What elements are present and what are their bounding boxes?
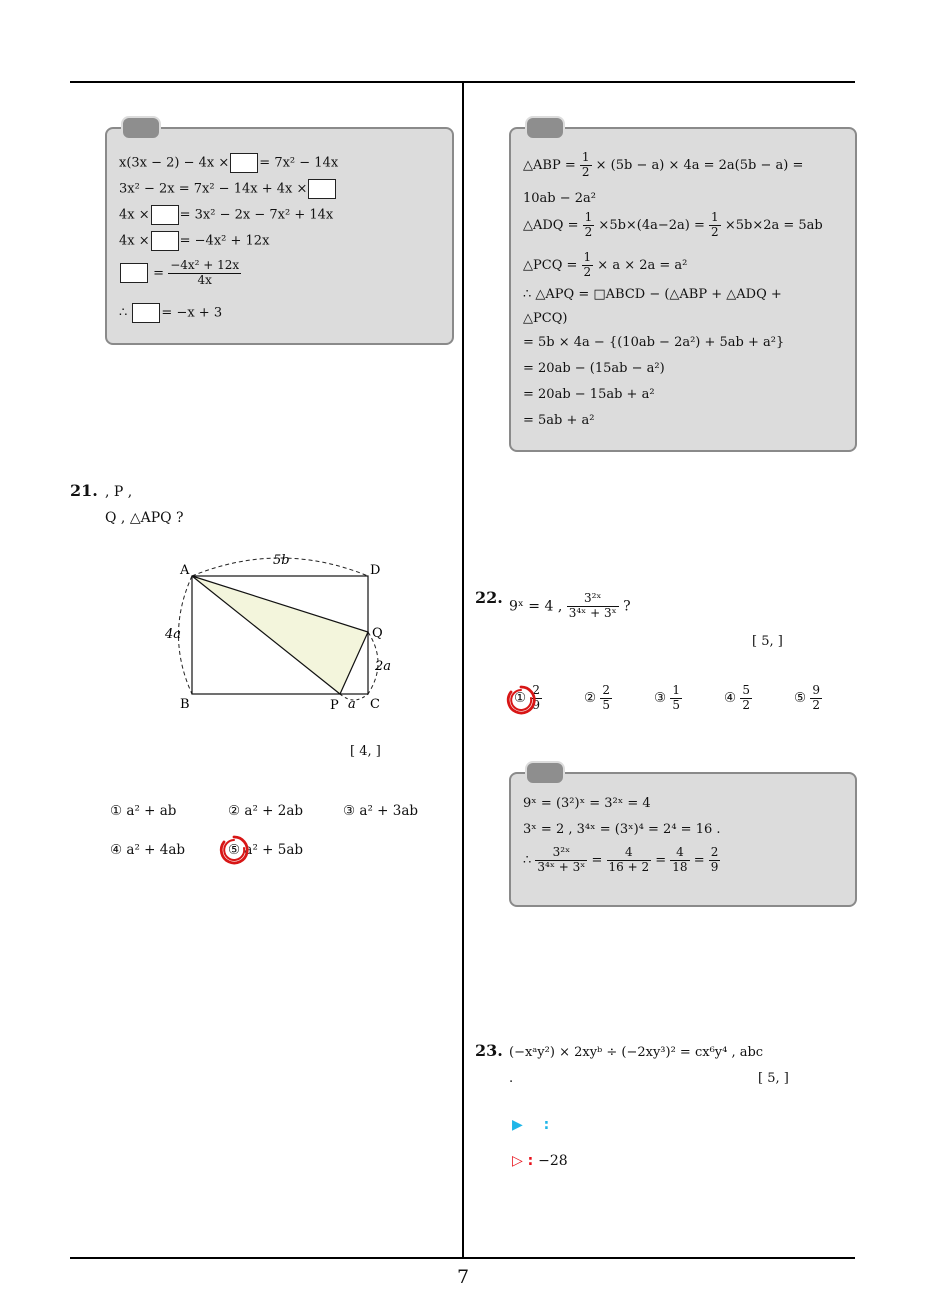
triangle-apq	[192, 576, 368, 694]
column-divider	[462, 83, 464, 1257]
label-q: Q	[372, 626, 383, 641]
blank-box	[230, 153, 258, 173]
solution-line: 4x × = −4x² + 12x	[119, 231, 269, 251]
question-number: 22.	[475, 588, 503, 607]
label-a-small: a	[348, 697, 356, 712]
question-text: Q , △APQ ?	[105, 510, 184, 526]
blank-box	[120, 263, 148, 283]
label-a: A	[180, 563, 190, 578]
correct-answer-row: ▷ : −28	[512, 1153, 568, 1169]
choice-5[interactable]: ⑤ a² + 5ab	[228, 842, 304, 858]
label-b: B	[180, 697, 190, 712]
choice-3[interactable]: ③ a² + 3ab	[343, 803, 419, 819]
label-c: C	[370, 697, 380, 712]
solution-line: = 20ab − (15ab − a²)	[523, 361, 665, 376]
solution-line: △PCQ = $\frac{1}{2}$ × a × 2a = a²	[523, 250, 688, 279]
question-text: , P ,	[105, 484, 133, 500]
solution-line: △ABP = $\frac{1}{2}$ × (5b − a) × 4a = 2a(5b − a) =	[523, 150, 804, 179]
fraction: $\frac{\text{−4x² + 12x}}{4x}$	[170, 258, 240, 287]
label-p: P	[330, 698, 339, 713]
solution-line: = 20ab − 15ab + a²	[523, 387, 655, 402]
solution-tab	[121, 116, 161, 140]
label-d: D	[370, 563, 381, 578]
solution-line: ∴ = −x + 3	[119, 303, 222, 323]
fraction: $\frac{\text{3²ˣ}}{\text{3⁴ˣ + 3ˣ}}$	[568, 591, 617, 620]
solution-line: ∴ △APQ = □ABCD − (△ABP + △ADQ +	[523, 287, 782, 302]
solution-line: △PCQ)	[523, 311, 568, 326]
solution-line: x(3x − 2) − 4x × = 7x² − 14x	[119, 153, 338, 173]
question-number: 23.	[475, 1041, 503, 1060]
q22-solution-box	[509, 772, 857, 907]
right-solution-box	[509, 127, 857, 452]
choice-2[interactable]: ② $\frac{2}{5}$	[584, 683, 611, 712]
solution-line: 3x² − 2x = 7x² − 14x + 4x ×	[119, 179, 337, 199]
solution-line: 10ab − 2a²	[523, 191, 597, 206]
choice-1[interactable]: ① $\frac{2}{9}$	[514, 683, 541, 712]
left-solution-box	[105, 127, 454, 345]
solution-tab	[525, 116, 565, 140]
solution-line: △ADQ = $\frac{1}{2}$ ×5b×(4a−2a) = $\frac{1}{2}$ ×5b×2a = 5ab	[523, 210, 823, 239]
score-mark: [ 4, ]	[350, 744, 381, 759]
choice-5[interactable]: ⑤ $\frac{9}{2}$	[794, 683, 821, 712]
question-number: 21.	[70, 481, 98, 500]
solution-line: 4x × = 3x² − 2x − 7x² + 14x	[119, 205, 333, 225]
choice-4[interactable]: ④ $\frac{5}{2}$	[724, 683, 751, 712]
solution-line: 9ˣ = (3²)ˣ = 3²ˣ = 4	[523, 796, 651, 811]
choice-3[interactable]: ③ $\frac{1}{5}$	[654, 683, 681, 712]
selected-circle	[218, 834, 250, 866]
question-text: (−xᵃy²) × 2xyᵇ ÷ (−2xy³)² = cx⁶y⁴ , abc	[509, 1045, 764, 1060]
question-text: 9ˣ = 4 , $\frac{\text{3²ˣ}}{\text{3⁴ˣ + 3ˣ}}$ ?	[509, 591, 631, 620]
play-icon: ▶	[512, 1117, 523, 1133]
score-mark: [ 5, ]	[758, 1071, 789, 1086]
score-mark: [ 5, ]	[752, 634, 783, 649]
blank-box	[151, 231, 179, 251]
choice-2[interactable]: ② a² + 2ab	[228, 803, 304, 819]
solution-line: ∴ $\frac{\text{3²ˣ}}{\text{3⁴ˣ + 3ˣ}}$ = $\frac{4}{16 + 2}$ = $\frac{4}{18}$ = $\frac{2}{9}$	[523, 845, 719, 874]
solution-tab	[525, 761, 565, 785]
blank-box	[308, 179, 336, 199]
answer-row[interactable]: ▶ :	[512, 1117, 550, 1133]
choice-4[interactable]: ④ a² + 4ab	[110, 842, 186, 858]
solution-line: = 5b × 4a − {(10ab − 2a²) + 5ab + a²}	[523, 335, 785, 350]
label-5b: 5b	[273, 553, 290, 568]
page-number: 7	[456, 1266, 470, 1288]
label-2a: 2a	[375, 659, 392, 674]
blank-box	[151, 205, 179, 225]
blank-box	[132, 303, 160, 323]
rectangle-figure	[160, 548, 400, 718]
selected-circle	[505, 684, 537, 716]
solution-line: 3ˣ = 2 , 3⁴ˣ = (3ˣ)⁴ = 2⁴ = 16 .	[523, 822, 721, 837]
solution-line: = $\frac{\text{−4x² + 12x}}{4x}$	[119, 259, 241, 288]
outline-play-icon: ▷	[512, 1153, 523, 1169]
bottom-rule	[70, 1257, 855, 1259]
question-text: .	[509, 1071, 514, 1086]
choice-1[interactable]: ① a² + ab	[110, 803, 177, 819]
label-4a: 4a	[165, 627, 182, 642]
solution-line: = 5ab + a²	[523, 413, 595, 428]
